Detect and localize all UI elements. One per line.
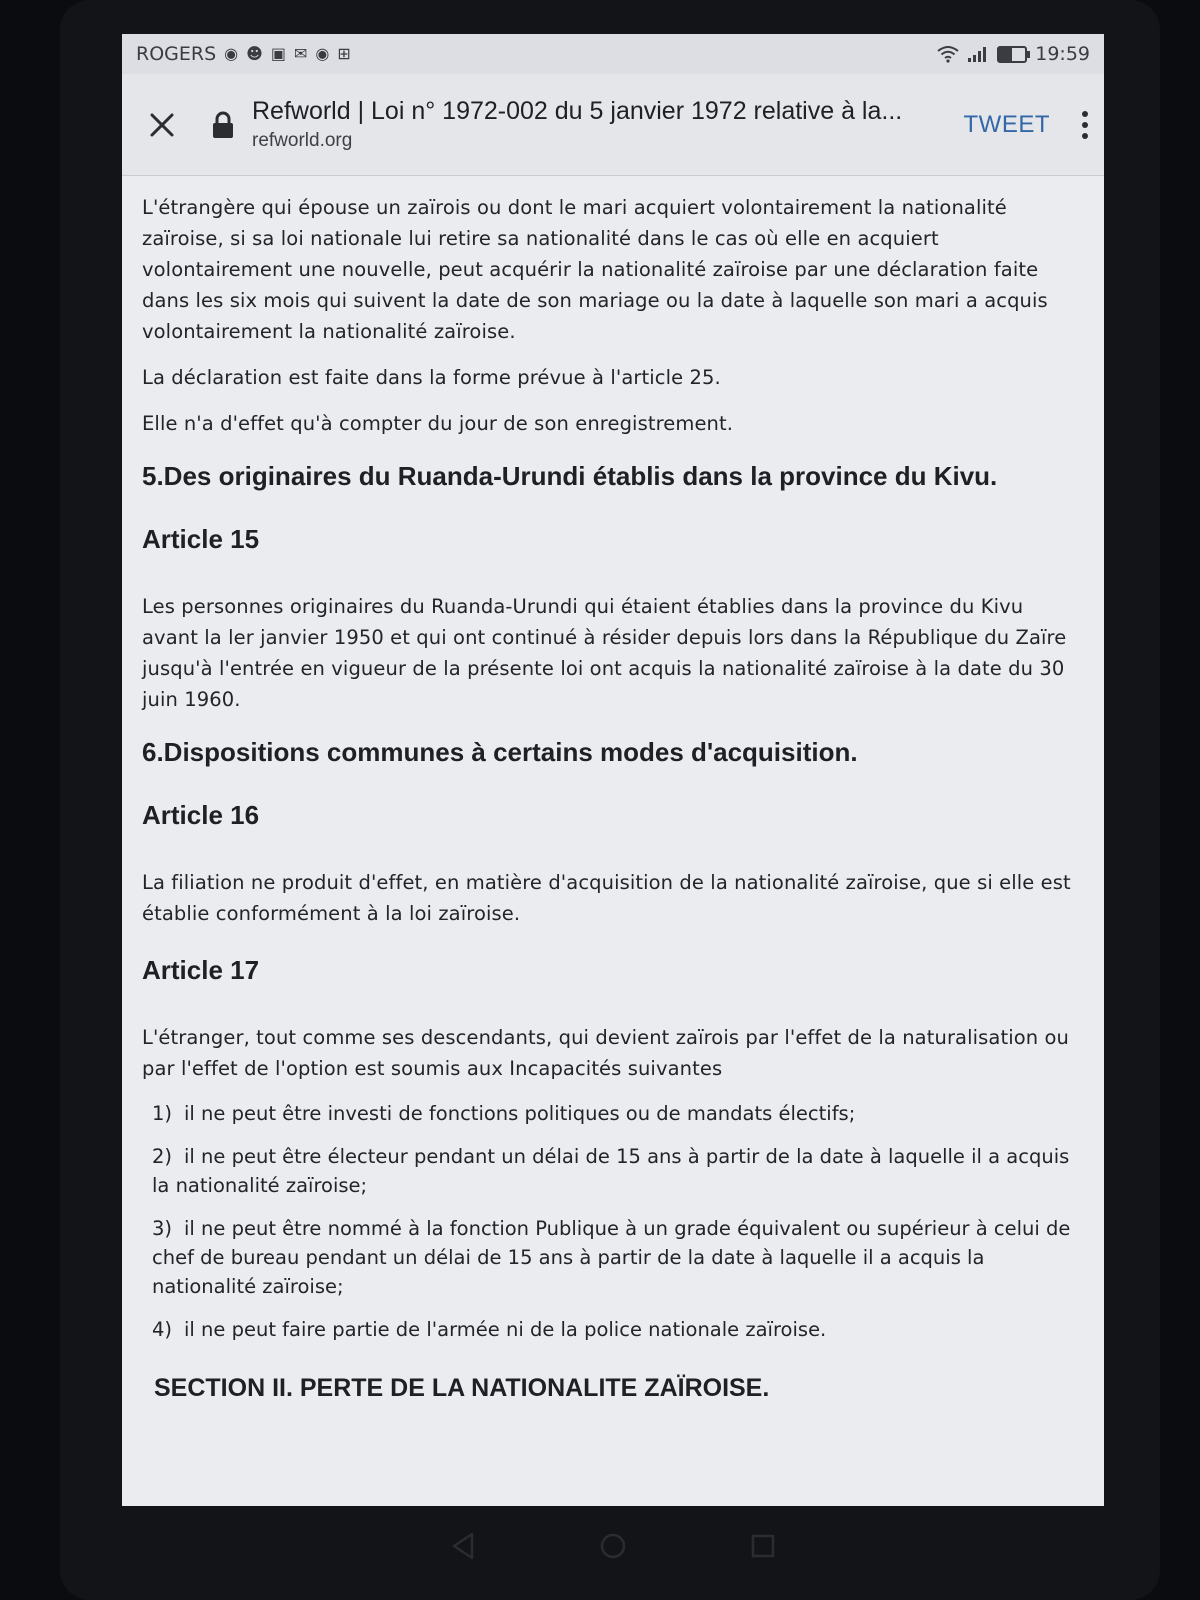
list-number: 3) bbox=[152, 1217, 173, 1240]
article-heading: Article 15 bbox=[142, 524, 260, 554]
page-domain: refworld.org bbox=[252, 130, 353, 151]
list-text: il ne peut faire partie de l'armée ni de la police nationale zaïroise. bbox=[184, 1318, 827, 1341]
person-icon: ☻ bbox=[246, 44, 263, 63]
signal-icon bbox=[967, 45, 989, 63]
navigation-bar bbox=[122, 1506, 1104, 1586]
paragraph: L'étranger, tout comme ses descendants, qui devient zaïrois par l'effet de la naturalisation ou par l'effet de l'option est soumis aux Incapacités suivantes bbox=[142, 1026, 1069, 1080]
close-icon bbox=[149, 112, 175, 138]
list-item bbox=[152, 1142, 1082, 1200]
clock: 19:59 bbox=[1035, 43, 1090, 65]
list-number: 2) bbox=[152, 1145, 173, 1168]
article-heading: Article 17 bbox=[142, 955, 260, 985]
list-text: il ne peut être électeur pendant un délai de 15 ans à partir de la date à laquelle il a acquis la nationalité zaïroise; bbox=[152, 1145, 1070, 1197]
list-number: 4) bbox=[152, 1318, 173, 1341]
home-icon bbox=[598, 1531, 628, 1561]
close-button[interactable] bbox=[140, 103, 184, 147]
list-text: il ne peut être nommé à la fonction Publique à un grade équivalent ou supérieur à celui de chef de bureau pendant un délai de 15 ans à partir de la date à laquelle il a acquis la nationalité zaïroise; bbox=[152, 1217, 1071, 1298]
paragraph: Elle n'a d'effet qu'à compter du jour de son enregistrement. bbox=[142, 412, 734, 435]
paragraph: Les personnes originaires du Ruanda-Urundi qui étaient établies dans la province du Kivu avant la ler janvier 1950 et qui ont continué à résider depuis lors dans la République du Zaïre jusqu'à l'entrée en vigueur de la présente loi ont acquis la nationalité zaïroise à la date du 30 juin 1960. bbox=[142, 595, 1067, 711]
section-heading: 5.Des originaires du Ruanda-Urundi établis dans la province du Kivu. bbox=[142, 461, 998, 491]
battery-level bbox=[999, 48, 1012, 61]
paragraph: La déclaration est faite dans la forme prévue à l'article 25. bbox=[142, 366, 721, 389]
tweet-button[interactable]: TWEET bbox=[963, 110, 1050, 138]
more-options-icon[interactable] bbox=[1078, 111, 1092, 139]
article-heading: Article 16 bbox=[142, 800, 260, 830]
page-title: Refworld | Loi n° 1972-002 du 5 janvier 1972 relative à la... bbox=[252, 97, 903, 125]
mail-icon: ✉ bbox=[293, 44, 308, 63]
recents-icon bbox=[750, 1533, 776, 1559]
status-bar bbox=[122, 34, 1104, 74]
home-button[interactable] bbox=[593, 1526, 633, 1566]
article-content bbox=[122, 176, 1104, 1403]
messenger-icon: ◉ bbox=[224, 44, 239, 63]
battery-icon bbox=[997, 46, 1027, 63]
lock-icon bbox=[212, 111, 234, 139]
back-icon bbox=[450, 1532, 476, 1560]
list-item bbox=[152, 1315, 1082, 1344]
paragraph: L'étrangère qui épouse un zaïrois ou dont le mari acquiert volontairement la nationalité zaïroise, si sa loi nationale lui retire sa nationalité dans le cas où elle en acquiert volontairement une nouvelle, peut acquérir la nationalité zaïroise par une déclaration faite dans les six mois qui suivent la date de son mariage ou la date à laquelle son mari a acquis volontairement la nationalité zaïroise. bbox=[142, 196, 1048, 343]
list-item bbox=[152, 1214, 1082, 1301]
section-heading: SECTION II. PERTE DE LA NATIONALITE ZAÏROISE. bbox=[154, 1374, 770, 1402]
list-item bbox=[152, 1099, 1082, 1128]
back-button[interactable] bbox=[443, 1526, 483, 1566]
section-heading: 6.Dispositions communes à certains modes d'acquisition. bbox=[142, 737, 858, 767]
status-right bbox=[937, 43, 1090, 65]
messenger-icon: ◉ bbox=[315, 44, 330, 63]
custom-tab-toolbar bbox=[122, 74, 1104, 176]
plus-icon: ⊞ bbox=[337, 44, 351, 63]
status-left bbox=[136, 43, 351, 65]
wifi-icon bbox=[937, 45, 959, 63]
paragraph: La filiation ne produit d'effet, en matière d'acquisition de la nationalité zaïroise, que si elle est établie conformément à la loi zaïroise. bbox=[142, 871, 1071, 925]
page-info[interactable] bbox=[252, 97, 944, 152]
recents-button[interactable] bbox=[743, 1526, 783, 1566]
list-number: 1) bbox=[152, 1102, 173, 1125]
carrier-label: ROGERS bbox=[136, 43, 217, 65]
phone-screen bbox=[122, 34, 1104, 1506]
flipboard-icon: ▣ bbox=[270, 44, 286, 63]
list-text: il ne peut être investi de fonctions politiques ou de mandats électifs; bbox=[184, 1102, 856, 1125]
